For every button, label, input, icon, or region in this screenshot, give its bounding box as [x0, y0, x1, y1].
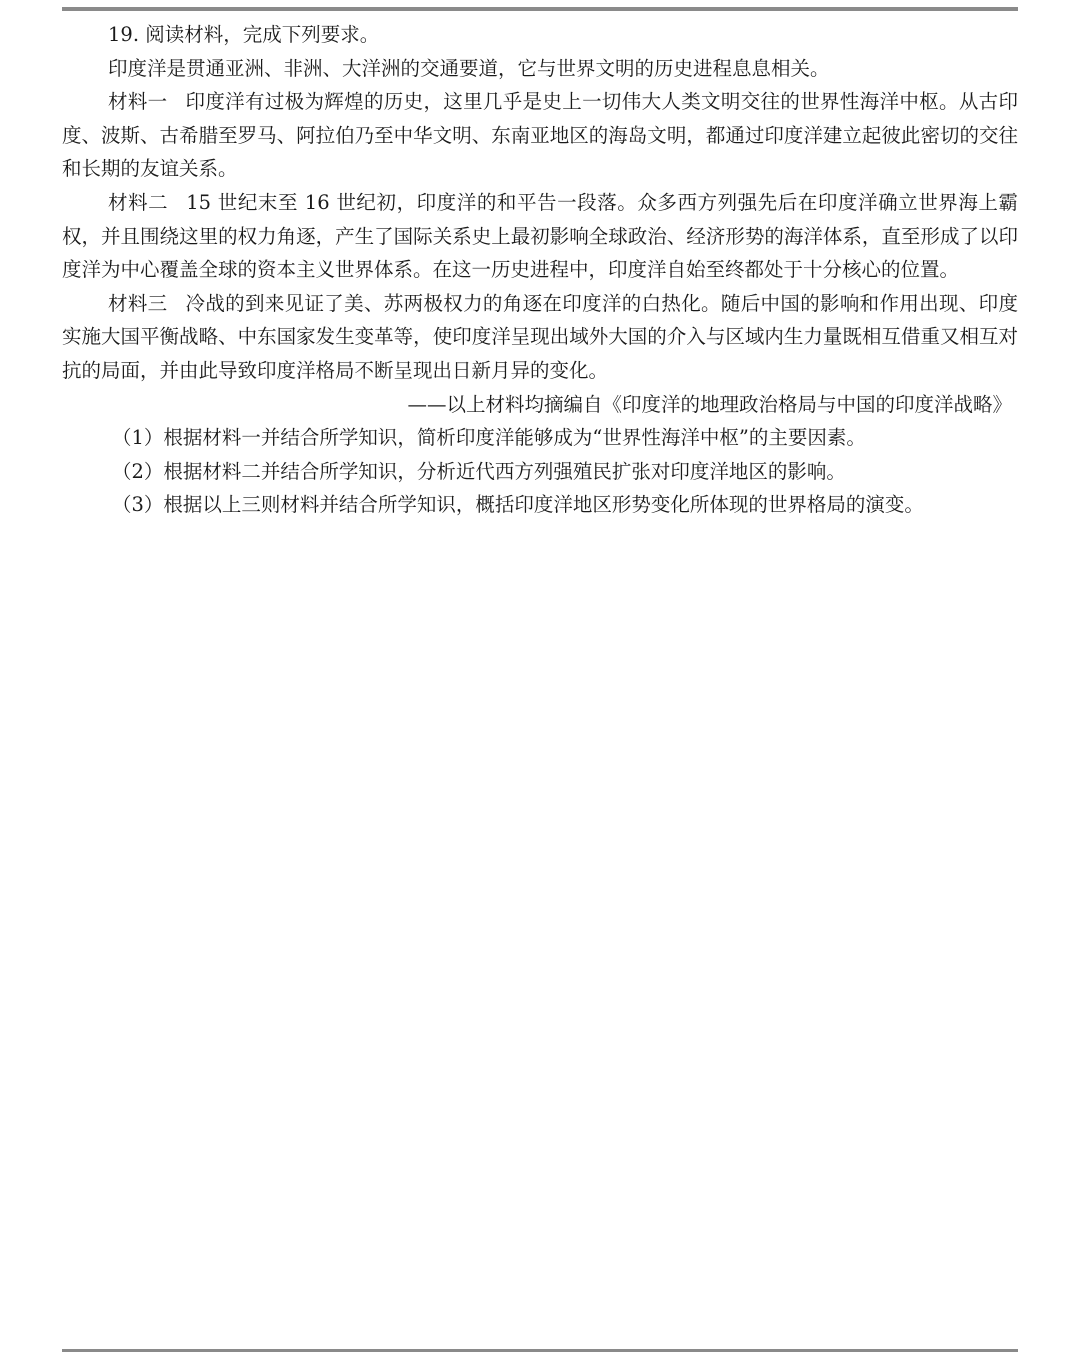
material-three — [62, 287, 1018, 388]
material-source: ——以上材料均摘编自《印度洋的地理政治格局与中国的印度洋战略》 — [407, 392, 1012, 416]
material-two-text: 15 世纪末至 16 世纪初，印度洋的和平告一段落。众多西方列强先后在印度洋确立世界海上霸权，并且围绕这里的权力角逐，产生了国际关系史上最初影响全球政治、经济形势的海洋体系，直至形成了以印度洋为中心覆盖全球的资本主义世界体系。在这一历史进程中，印度洋自始至终都处于十分核心的位置。 — [62, 190, 1018, 282]
question-intro: 印度洋是贯通亚洲、非洲、大洋洲的交通要道，它与世界文明的历史进程息息相关。 — [108, 56, 830, 80]
material-three-text: 冷战的到来见证了美、苏两极权力的角逐在印度洋的白热化。随后中国的影响和作用出现、印度实施大国平衡战略、中东国家发生变革等，使印度洋呈现出域外大国的介入与区域内生力量既相互借重又相互对抗的局面，并由此导致印度洋格局不断呈现出日新月异的变化。 — [62, 291, 1018, 382]
top-divider — [62, 7, 1018, 11]
material-two — [62, 186, 1018, 287]
bottom-divider — [62, 1349, 1018, 1352]
material-two-label: 材料二 — [108, 190, 169, 214]
sub-question-2: （2）根据材料二并结合所学知识，分析近代西方列强殖民扩张对印度洋地区的影响。 — [112, 459, 846, 483]
material-one — [62, 85, 1018, 186]
material-three-label: 材料三 — [108, 291, 168, 315]
question-block — [62, 18, 1018, 522]
material-one-text: 印度洋有过极为辉煌的历史，这里几乎是史上一切伟大人类文明交往的世界性海洋中枢。从古印度、波斯、古希腊至罗马、阿拉伯乃至中华文明、东南亚地区的海岛文明，都通过印度洋建立起彼此密切的交往和长期的友谊关系。 — [62, 90, 1018, 181]
sub-question-3: （3）根据以上三则材料并结合所学知识，概括印度洋地区形势变化所体现的世界格局的演变。 — [112, 493, 924, 517]
material-one-label: 材料一 — [108, 90, 168, 114]
question-title: 19. 阅读材料，完成下列要求。 — [108, 23, 380, 46]
sub-question-1: （1）根据材料一并结合所学知识，简析印度洋能够成为“世界性海洋中枢”的主要因素。 — [112, 426, 866, 450]
